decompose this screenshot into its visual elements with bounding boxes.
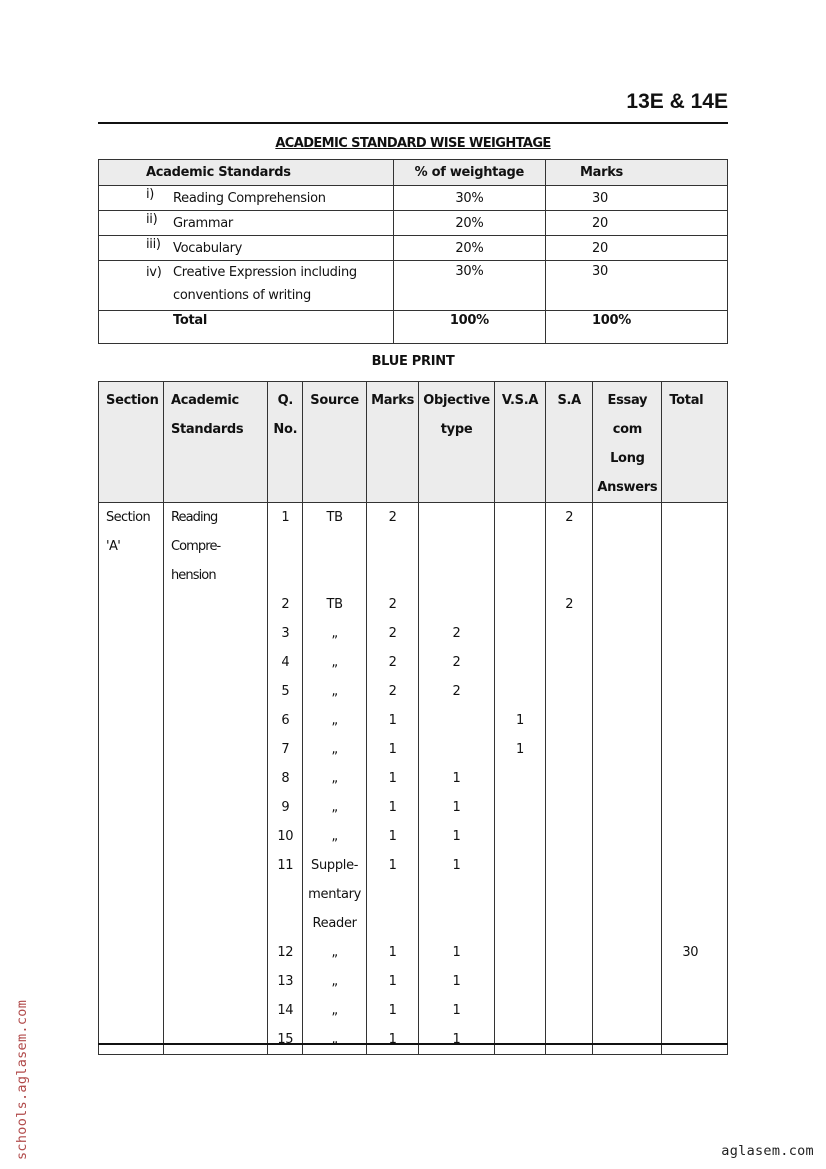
academic-standard-cell <box>163 793 268 822</box>
marks-cell: 2 <box>367 619 419 648</box>
vsa-cell <box>495 677 546 706</box>
total-cell <box>662 503 728 562</box>
source-cell: „ <box>303 793 367 822</box>
academic-standard-cell <box>163 677 268 706</box>
obj-cell <box>419 706 495 735</box>
blueprint-row <box>99 764 728 793</box>
q-cell: 1 <box>268 503 303 562</box>
footer-watermark: aglasem.com <box>721 1143 814 1159</box>
academic-standard-cell <box>163 822 268 851</box>
section-cell <box>99 1025 164 1055</box>
section-cell <box>99 996 164 1025</box>
blueprint-row <box>99 677 728 706</box>
standard-label: Grammar <box>173 215 233 231</box>
header-weightage: % of weightage <box>393 160 545 186</box>
q-cell: 6 <box>268 706 303 735</box>
essay-cell <box>593 590 662 619</box>
academic-standard-cell <box>163 938 268 967</box>
standard-number: ii) <box>146 211 158 227</box>
total-cell <box>662 735 728 764</box>
sa-cell <box>546 996 593 1025</box>
total-weight-cell: 100% <box>393 311 545 344</box>
marks-cell: 1 <box>367 938 419 967</box>
blueprint-row <box>99 967 728 996</box>
weight-cell: 20% <box>393 211 545 236</box>
document-code: 13E & 14E <box>626 90 728 113</box>
total-cell <box>662 706 728 735</box>
vsa-cell <box>495 967 546 996</box>
total-marks-cell: 100% <box>545 311 727 344</box>
academic-standard-cell <box>163 764 268 793</box>
obj-cell <box>419 909 495 938</box>
vsa-cell: 1 <box>495 706 546 735</box>
source-cell <box>303 561 367 590</box>
q-cell: 5 <box>268 677 303 706</box>
academic-standard-cell <box>163 648 268 677</box>
academic-standard-cell <box>163 735 268 764</box>
sa-cell <box>546 677 593 706</box>
source-cell: „ <box>303 1025 367 1055</box>
obj-cell <box>419 880 495 909</box>
q-cell: 4 <box>268 648 303 677</box>
marks-cell: 2 <box>367 677 419 706</box>
source-cell: TB <box>303 503 367 562</box>
blueprint-row <box>99 619 728 648</box>
q-cell: 8 <box>268 764 303 793</box>
weightage-table <box>98 159 728 344</box>
total-cell <box>662 967 728 996</box>
source-cell: mentary <box>303 880 367 909</box>
standard-cell <box>99 236 394 261</box>
sa-cell <box>546 938 593 967</box>
section-cell <box>99 590 164 619</box>
essay-cell <box>593 648 662 677</box>
essay-cell <box>593 764 662 793</box>
weight-cell: 20% <box>393 236 545 261</box>
vsa-cell <box>495 996 546 1025</box>
marks-cell: 1 <box>367 1025 419 1055</box>
essay-cell <box>593 677 662 706</box>
vsa-cell <box>495 938 546 967</box>
weightage-row <box>99 236 728 261</box>
marks-cell: 1 <box>367 706 419 735</box>
obj-cell: 1 <box>419 996 495 1025</box>
obj-cell: 1 <box>419 1025 495 1055</box>
sa-cell <box>546 793 593 822</box>
header-section: Section <box>99 382 164 503</box>
weightage-row <box>99 261 728 311</box>
side-watermark: schools.aglasem.com <box>14 999 30 1160</box>
essay-cell <box>593 938 662 967</box>
standard-number: iv) <box>146 265 162 280</box>
marks-cell: 1 <box>367 822 419 851</box>
bottom-divider <box>98 1043 728 1045</box>
essay-cell <box>593 996 662 1025</box>
section-cell <box>99 880 164 909</box>
academic-standard-cell: hension <box>163 561 268 590</box>
essay-cell <box>593 822 662 851</box>
obj-cell <box>419 561 495 590</box>
total-label: Total <box>173 313 208 328</box>
sa-cell <box>546 880 593 909</box>
section-cell <box>99 619 164 648</box>
vsa-cell <box>495 590 546 619</box>
vsa-cell: 1 <box>495 735 546 764</box>
sa-cell: 2 <box>546 590 593 619</box>
blueprint-row <box>99 503 728 562</box>
source-cell: „ <box>303 764 367 793</box>
header-sa: S.A <box>546 382 593 503</box>
weightage-header-row <box>99 160 728 186</box>
source-cell: Supple- <box>303 851 367 880</box>
blueprint-row <box>99 561 728 590</box>
blueprint-row <box>99 938 728 967</box>
q-cell <box>268 561 303 590</box>
marks-cell: 1 <box>367 851 419 880</box>
vsa-cell <box>495 793 546 822</box>
source-cell: Reader <box>303 909 367 938</box>
source-cell: „ <box>303 677 367 706</box>
marks-cell: 2 <box>367 503 419 562</box>
academic-standard-cell <box>163 1025 268 1055</box>
source-cell: „ <box>303 996 367 1025</box>
academic-standard-cell <box>163 880 268 909</box>
essay-cell <box>593 1025 662 1055</box>
weightage-row <box>99 211 728 236</box>
weight-cell: 30% <box>393 186 545 211</box>
section-cell <box>99 706 164 735</box>
essay-cell <box>593 880 662 909</box>
total-cell: 30 <box>662 938 728 967</box>
sa-cell <box>546 764 593 793</box>
q-cell: 12 <box>268 938 303 967</box>
obj-cell: 1 <box>419 822 495 851</box>
marks-cell <box>367 909 419 938</box>
obj-cell <box>419 735 495 764</box>
academic-standard-cell <box>163 619 268 648</box>
blueprint-header-row <box>99 382 728 503</box>
blueprint-row <box>99 590 728 619</box>
vsa-cell <box>495 909 546 938</box>
sa-cell <box>546 619 593 648</box>
sa-cell <box>546 648 593 677</box>
blueprint-row <box>99 996 728 1025</box>
blueprint-body <box>99 503 728 1055</box>
total-cell <box>662 677 728 706</box>
section-cell <box>99 735 164 764</box>
blueprint-row <box>99 735 728 764</box>
marks-cell: 1 <box>367 996 419 1025</box>
section-cell <box>99 561 164 590</box>
vsa-cell <box>495 822 546 851</box>
header-objective-type: Objective type <box>419 382 495 503</box>
obj-cell: 1 <box>419 793 495 822</box>
q-cell: 10 <box>268 822 303 851</box>
header-academic-standards: Academic Standards <box>99 160 394 186</box>
total-cell <box>662 1025 728 1055</box>
vsa-cell <box>495 619 546 648</box>
essay-cell <box>593 706 662 735</box>
weight-cell: 30% <box>393 261 545 311</box>
marks-cell: 1 <box>367 793 419 822</box>
marks-cell: 1 <box>367 764 419 793</box>
sa-cell <box>546 822 593 851</box>
marks-cell: 30 <box>545 261 727 311</box>
essay-cell <box>593 851 662 880</box>
marks-cell: 30 <box>545 186 727 211</box>
marks-cell <box>367 880 419 909</box>
academic-standard-cell <box>163 909 268 938</box>
total-cell <box>662 648 728 677</box>
obj-cell: 2 <box>419 648 495 677</box>
blueprint-row <box>99 793 728 822</box>
source-cell: „ <box>303 822 367 851</box>
obj-cell: 1 <box>419 764 495 793</box>
vsa-cell <box>495 503 546 562</box>
source-cell: „ <box>303 619 367 648</box>
blueprint-row <box>99 822 728 851</box>
q-cell <box>268 909 303 938</box>
sa-cell <box>546 851 593 880</box>
section-cell <box>99 851 164 880</box>
standard-label: Reading Comprehension <box>173 190 326 206</box>
obj-cell: 2 <box>419 619 495 648</box>
blueprint-row <box>99 880 728 909</box>
header-marks: Marks <box>367 382 419 503</box>
total-cell <box>662 851 728 880</box>
obj-cell <box>419 503 495 562</box>
blueprint-row <box>99 648 728 677</box>
essay-cell <box>593 735 662 764</box>
sa-cell <box>546 967 593 996</box>
source-cell: „ <box>303 706 367 735</box>
total-cell <box>662 561 728 590</box>
q-cell: 15 <box>268 1025 303 1055</box>
total-cell <box>662 822 728 851</box>
academic-standard-cell: Reading Compre- <box>163 503 268 562</box>
marks-cell <box>367 561 419 590</box>
vsa-cell <box>495 648 546 677</box>
standard-number: i) <box>146 186 155 202</box>
academic-standard-cell <box>163 706 268 735</box>
header-essay-long-answers: Essay com Long Answers <box>593 382 662 503</box>
standard-cell <box>99 211 394 236</box>
total-label-cell <box>99 311 394 344</box>
q-cell: 7 <box>268 735 303 764</box>
sa-cell <box>546 909 593 938</box>
total-cell <box>662 909 728 938</box>
blueprint-row <box>99 851 728 880</box>
weightage-row <box>99 186 728 211</box>
blueprint-title: BLUE PRINT <box>371 354 455 369</box>
standard-number: iii) <box>146 236 161 252</box>
section-cell: Section 'A' <box>99 503 164 562</box>
blueprint-row <box>99 909 728 938</box>
section-cell <box>99 909 164 938</box>
source-cell: TB <box>303 590 367 619</box>
header-question-number: Q. No. <box>268 382 303 503</box>
essay-cell <box>593 503 662 562</box>
section-cell <box>99 764 164 793</box>
sa-cell: 2 <box>546 503 593 562</box>
section-cell <box>99 793 164 822</box>
section-cell <box>99 648 164 677</box>
obj-cell: 1 <box>419 938 495 967</box>
marks-cell: 1 <box>367 735 419 764</box>
total-cell <box>662 996 728 1025</box>
essay-cell <box>593 909 662 938</box>
q-cell: 3 <box>268 619 303 648</box>
header-academic-standards: Academic Standards <box>163 382 268 503</box>
blueprint-table <box>98 381 728 1055</box>
standard-cell <box>99 186 394 211</box>
total-cell <box>662 793 728 822</box>
marks-cell: 2 <box>367 590 419 619</box>
source-cell: „ <box>303 648 367 677</box>
q-cell <box>268 880 303 909</box>
marks-cell: 20 <box>545 211 727 236</box>
vsa-cell <box>495 851 546 880</box>
essay-cell <box>593 561 662 590</box>
blueprint-row <box>99 706 728 735</box>
total-cell <box>662 764 728 793</box>
vsa-cell <box>495 1025 546 1055</box>
total-cell <box>662 590 728 619</box>
vsa-cell <box>495 764 546 793</box>
header-marks: Marks <box>545 160 727 186</box>
weightage-title: ACADEMIC STANDARD WISE WEIGHTAGE <box>275 136 551 151</box>
essay-cell <box>593 967 662 996</box>
standard-label: Vocabulary <box>173 240 243 256</box>
blueprint-row <box>99 1025 728 1055</box>
section-cell <box>99 822 164 851</box>
top-divider <box>98 122 728 124</box>
academic-standard-cell <box>163 590 268 619</box>
sa-cell <box>546 735 593 764</box>
section-cell <box>99 677 164 706</box>
section-cell <box>99 967 164 996</box>
marks-cell: 2 <box>367 648 419 677</box>
obj-cell: 2 <box>419 677 495 706</box>
header-source: Source <box>303 382 367 503</box>
q-cell: 11 <box>268 851 303 880</box>
total-cell <box>662 619 728 648</box>
essay-cell <box>593 793 662 822</box>
q-cell: 14 <box>268 996 303 1025</box>
academic-standard-cell <box>163 851 268 880</box>
standard-cell <box>99 261 394 311</box>
essay-cell <box>593 619 662 648</box>
vsa-cell <box>495 880 546 909</box>
marks-cell: 1 <box>367 967 419 996</box>
total-cell <box>662 880 728 909</box>
obj-cell: 1 <box>419 967 495 996</box>
header-total: Total <box>662 382 728 503</box>
sa-cell <box>546 706 593 735</box>
source-cell: „ <box>303 735 367 764</box>
sa-cell <box>546 561 593 590</box>
header-vsa: V.S.A <box>495 382 546 503</box>
vsa-cell <box>495 561 546 590</box>
q-cell: 13 <box>268 967 303 996</box>
academic-standard-cell <box>163 996 268 1025</box>
section-cell <box>99 938 164 967</box>
source-cell: „ <box>303 967 367 996</box>
sa-cell <box>546 1025 593 1055</box>
source-cell: „ <box>303 938 367 967</box>
weightage-total-row <box>99 311 728 344</box>
q-cell: 2 <box>268 590 303 619</box>
marks-cell: 20 <box>545 236 727 261</box>
academic-standard-cell <box>163 967 268 996</box>
q-cell: 9 <box>268 793 303 822</box>
obj-cell <box>419 590 495 619</box>
standard-label: Creative Expression including conventions of writing <box>173 265 357 303</box>
obj-cell: 1 <box>419 851 495 880</box>
